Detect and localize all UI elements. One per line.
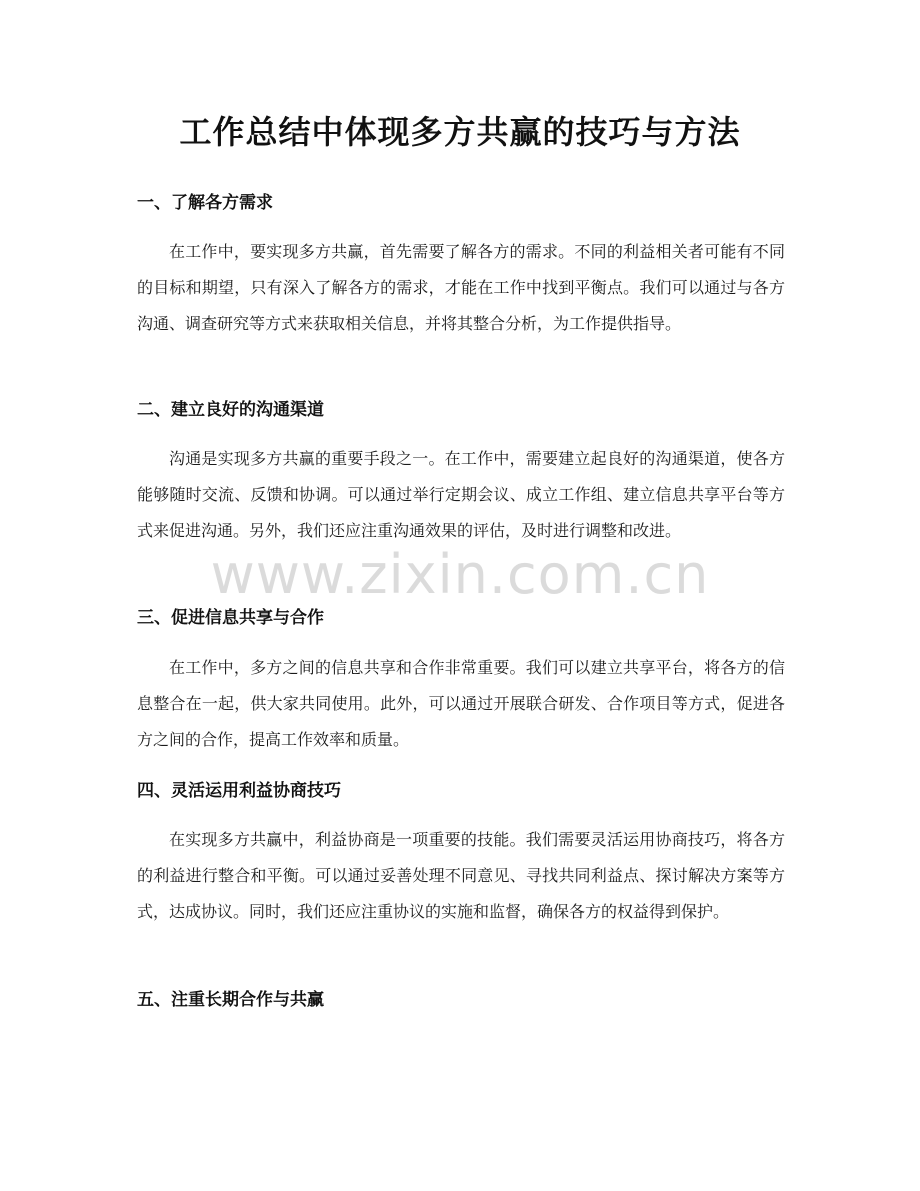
watermark: www.zixin.com.cn bbox=[210, 543, 710, 606]
section-paragraph-4: 在实现多方共赢中，利益协商是一项重要的技能。我们需要灵活运用协商技巧，将各方的利益进行整合和平衡。可以通过妥善处理不同意见、寻找共同利益点、探讨解决方案等方式，达成协议。同时，我们还应注重协议的实施和监督，确保各方的权益得到保护。 bbox=[137, 830, 785, 921]
document-title: 工作总结中体现多方共赢的技巧与方法 bbox=[179, 113, 741, 151]
section-paragraph-3: 在工作中，多方之间的信息共享和合作非常重要。我们可以建立共享平台，将各方的信息整合在一起，供大家共同使用。此外，可以通过开展联合研发、合作项目等方式，促进各方之间的合作，提高工作效率和质量。 bbox=[137, 658, 785, 749]
section-paragraph-2: 沟通是实现多方共赢的重要手段之一。在工作中，需要建立起良好的沟通渠道，使各方能够随时交流、反馈和协调。可以通过举行定期会议、成立工作组、建立信息共享平台等方式来促进沟通。另外，我们还应注重沟通效果的评估，及时进行调整和改进。 bbox=[137, 449, 785, 540]
section-heading-2: 二、建立良好的沟通渠道 bbox=[137, 400, 324, 420]
section-heading-1: 一、了解各方需求 bbox=[137, 193, 273, 213]
section-heading-5: 五、注重长期合作与共赢 bbox=[137, 990, 324, 1010]
section-heading-3: 三、促进信息共享与合作 bbox=[137, 608, 324, 628]
section-paragraph-1: 在工作中，要实现多方共赢，首先需要了解各方的需求。不同的利益相关者可能有不同的目标和期望，只有深入了解各方的需求，才能在工作中找到平衡点。我们可以通过与各方沟通、调查研究等方式来获取相关信息，并将其整合分析，为工作提供指导。 bbox=[137, 242, 785, 333]
section-heading-4: 四、灵活运用利益协商技巧 bbox=[137, 781, 341, 801]
